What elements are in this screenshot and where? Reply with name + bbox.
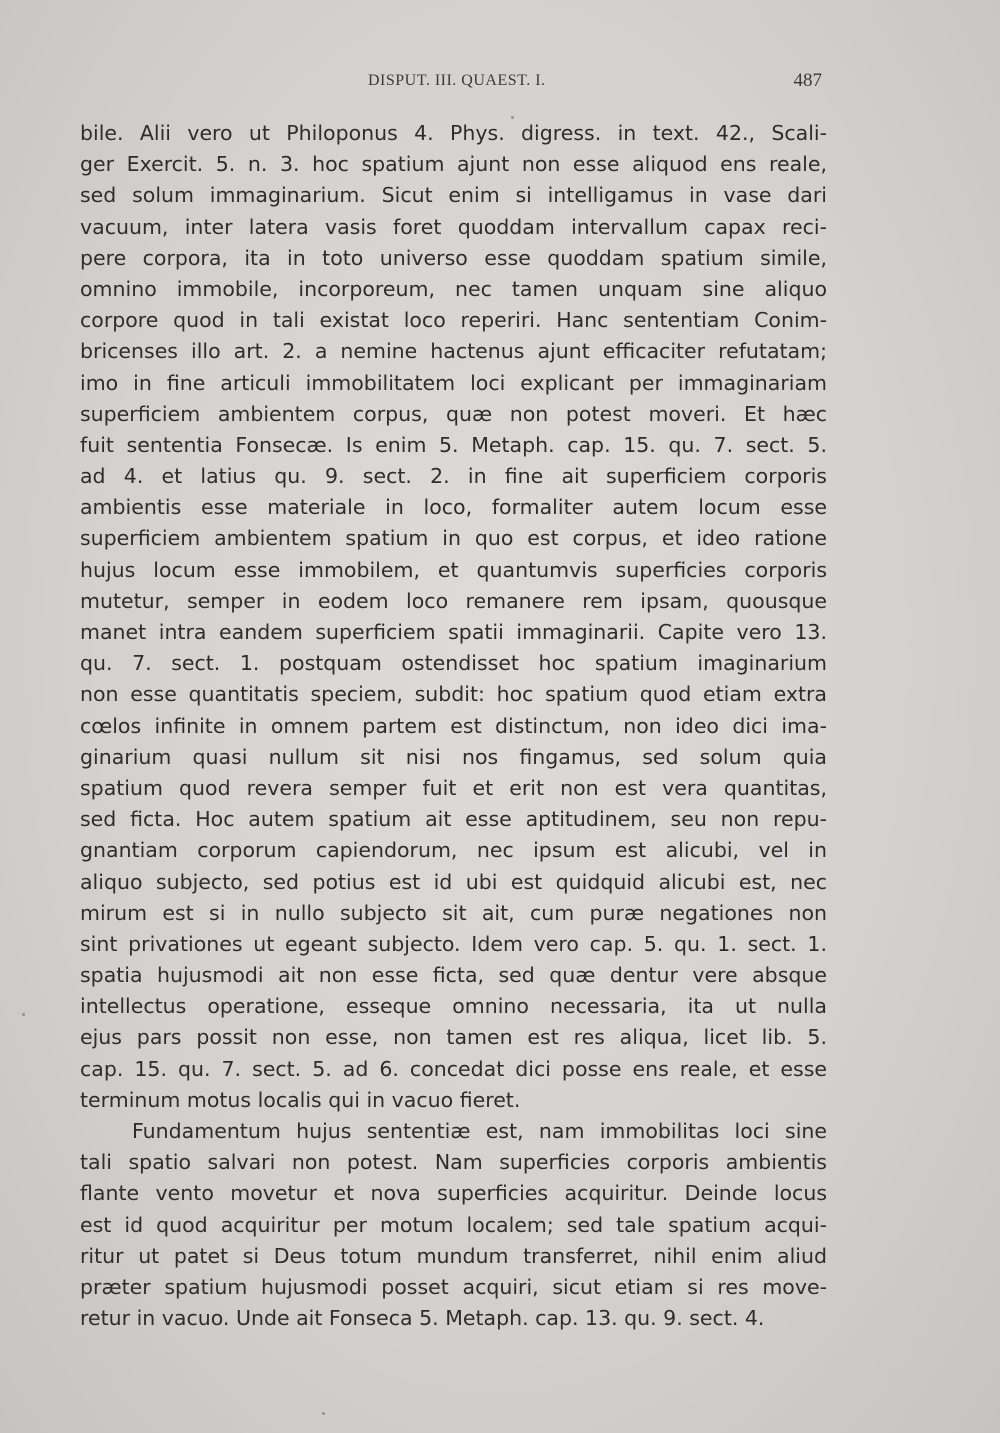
text-line: ambientis esse materiale in loco, formaliter autem locum esse [80, 495, 827, 520]
text-line: bricenses illo art. 2. a nemine hactenus ajunt efficaciter refutatam; [80, 339, 827, 364]
text-line: sed ficta. Hoc autem spatium ait esse aptitudinem, seu non repu- [80, 807, 827, 832]
print-speck [22, 1013, 25, 1016]
paragraph [80, 118, 827, 1116]
text-line: præter spatium hujusmodi posset acquiri, sicut etiam si res move- [80, 1274, 827, 1299]
text-line: sed solum immaginarium. Sicut enim si intelligamus in vase dari [80, 183, 827, 208]
text-line: intellectus operatione, esseque omnino necessaria, ita ut nulla [80, 994, 827, 1019]
text-line: retur in vacuo. Unde ait Fonseca 5. Metaph. cap. 13. qu. 9. sect. 4. [80, 1306, 765, 1331]
text-line: hujus locum esse immobilem, et quantumvis superficies corporis [80, 557, 827, 582]
text-line: Fundamentum hujus sententiæ est, nam immobilitas loci sine [132, 1119, 827, 1143]
text-line: ritur ut patet si Deus totum mundum transferret, nihil enim aliud [80, 1243, 827, 1268]
running-head-title: DISPUT. III. QUAEST. I. [368, 72, 546, 89]
text-line: sint privationes ut egeant subjecto. Idem vero cap. 5. qu. 1. sect. 1. [80, 931, 827, 956]
text-line: spatium quod revera semper fuit et erit non est vera quantitas, [80, 775, 827, 800]
text-line: ejus pars possit non esse, non tamen est res aliqua, licet lib. 5. [80, 1025, 827, 1050]
text-line: corpore quod in tali existat loco reperiri. Hanc sententiam Conim- [80, 308, 827, 333]
text-line: aliquo subjecto, sed potius est id ubi est quidquid alicubi est, nec [80, 869, 827, 894]
text-line: manet intra eandem superficiem spatii immaginarii. Capite vero 13. [80, 620, 827, 644]
text-line: imo in fine articuli immobilitatem loci explicant per immaginariam [80, 370, 827, 395]
text-line: tali spatio salvari non potest. Nam superficies corporis ambientis [80, 1150, 827, 1175]
text-line: ginarium quasi nullum sit nisi nos fingamus, sed solum quia [80, 744, 827, 769]
paragraph [80, 1116, 827, 1334]
text-line: vacuum, inter latera vasis foret quoddam intervallum capax reci- [80, 214, 827, 239]
text-line: superficiem ambientem spatium in quo est corpus, et ideo ratione [80, 526, 827, 551]
text-line: cœlos infinite in omnem partem est distinctum, non ideo dici ima- [80, 713, 827, 738]
text-line: gnantiam corporum capiendorum, nec ipsum est alicubi, vel in [80, 838, 827, 863]
text-line: mutetur, semper in eodem loco remanere rem ipsam, quousque [80, 588, 827, 613]
text-line: mirum est si in nullo subjecto sit ait, cum puræ negationes non [80, 900, 827, 925]
print-speck [511, 116, 514, 119]
text-line: qu. 7. sect. 1. postquam ostendisset hoc spatium imaginarium [80, 651, 827, 676]
text-line: superficiem ambientem corpus, quæ non potest moveri. Et hæc [80, 401, 827, 426]
text-line: terminum motus localis qui in vacuo fieret. [80, 1087, 521, 1112]
print-speck [322, 1412, 325, 1415]
text-line: pere corpora, ita in toto universo esse quoddam spatium simile, [80, 245, 827, 270]
text-line: ger Exercit. 5. n. 3. hoc spatium ajunt non esse aliquod ens reale, [80, 152, 827, 177]
text-line: omnino immobile, incorporeum, nec tamen unquam sine aliquo [80, 276, 827, 301]
running-head [0, 70, 1000, 100]
body-text [80, 118, 827, 1334]
text-line: bile. Alii vero ut Philoponus 4. Phys. digress. in text. 42., Scali- [80, 121, 827, 145]
text-line: est id quod acquiritur per motum localem; sed tale spatium acqui- [80, 1212, 827, 1237]
text-line: ad 4. et latius qu. 9. sect. 2. in fine ait superficiem corporis [80, 464, 827, 489]
text-line: fuit sententia Fonsecæ. Is enim 5. Metaph. cap. 15. qu. 7. sect. 5. [80, 432, 827, 457]
page-number: 487 [793, 70, 822, 91]
text-line: non esse quantitatis speciem, subdit: hoc spatium quod etiam extra [80, 682, 827, 707]
text-line: spatia hujusmodi ait non esse ficta, sed quæ dentur vere absque [80, 963, 827, 988]
text-line: cap. 15. qu. 7. sect. 5. ad 6. concedat dici posse ens reale, et esse [80, 1056, 827, 1081]
text-line: flante vento movetur et nova superficies acquiritur. Deinde locus [80, 1181, 827, 1206]
